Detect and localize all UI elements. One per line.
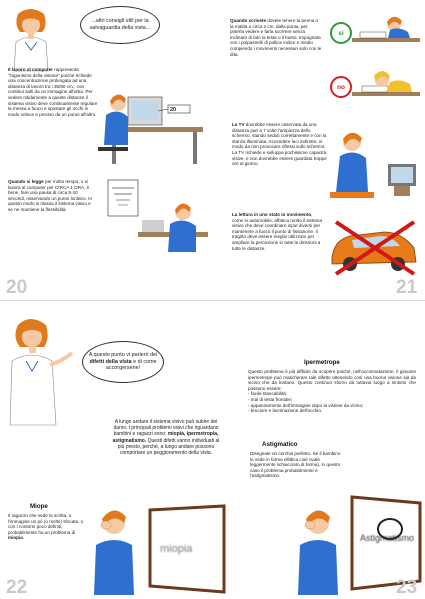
tv-watching-illustration bbox=[330, 112, 420, 204]
badge-si-label: sì bbox=[338, 29, 344, 37]
doctor-pointing-illustration bbox=[0, 315, 80, 425]
astig-title: Astigmatico bbox=[262, 441, 298, 448]
para-tv bbox=[232, 122, 330, 167]
writing-wrong-illustration bbox=[352, 62, 420, 104]
para-motion bbox=[232, 212, 324, 251]
badge-no-label: no bbox=[337, 83, 345, 91]
para-tv-title: La TV bbox=[232, 122, 245, 127]
car-crossed-illustration bbox=[328, 218, 420, 278]
page-number-left-bottom: 22 bbox=[6, 577, 28, 598]
bubble-text: ...altri consigli utili per la salvaguardia della vista... bbox=[89, 18, 151, 31]
astig-body: Disegnate un cerchio perfetto. Se il bambino lo vede in forma ellittica cioè ovale leggermente schiacciato di forma), in questo caso il problema probabilmente è l'astigmatismo. bbox=[250, 451, 341, 479]
para-reading-body: per molto tempo, o si lavora al computer per CIRCA 1 ORA, è bene, fare una pausa di circa 5-10 secondi, osservando un punto lontano. In questo modo si rilassa il sistema visivo e se ne mantiene la flessibilità. bbox=[8, 179, 93, 212]
page-number-right: 21 bbox=[396, 277, 418, 298]
para-computer bbox=[8, 67, 98, 117]
astig-text bbox=[250, 451, 342, 479]
iper-body: Questo problema è più difficile da scoprire poiché, nell'accomodazione, il giovane ipermetrope può mascherare tale difetto ottenendo così una buona visione sia da vicino che da lontano. Questo continuo sforzo dà tuttavia luogo a sintomi che possono essere: bbox=[248, 369, 416, 391]
miopia-text: Il ragazzo che vede la scritta, o l'immagine un pò (o molto) sfocata, o con i contorni poco definiti, probabilmente ha un problema di miopia. bbox=[8, 513, 84, 541]
para-motion-title: La lettura in uno stato in movimento bbox=[232, 212, 312, 217]
spread-top bbox=[0, 0, 425, 299]
page-number-right-bottom: 23 bbox=[396, 577, 418, 598]
para-tv-body: dovrebbe essere osservata da una distanza pari a 7 volte l'ampiezza dello schermo, stando seduti correttamente e con la stanza illuminata. Accendere luci indirette, in modo da non provocare riflessi sullo schermo. La TV richiede e sviluppa pochissime capacità visive, e non dovrebbe essere guardata troppe ore al giorno. bbox=[232, 122, 327, 167]
iper-text bbox=[248, 369, 416, 414]
para-computer-body: rappresenta "l'agonismo della visione" poiché richiede una concentrazione prolungata ad una distanza di lavoro tra i 35/80 cm., con continui salti da un immagine all'altra. Per vedere nitidamente a queste distanze il sistema visivo deve continuamente regolare la messa a fuoco e spostare gli occhi in modo veloce e preciso da un punto all'altro. bbox=[8, 67, 98, 117]
spread-bottom bbox=[0, 300, 425, 599]
writing-correct-illustration bbox=[352, 14, 420, 50]
badge-no bbox=[330, 76, 352, 98]
speech-bubble-defects bbox=[82, 341, 164, 383]
astig-board-text: Astigmatismo bbox=[360, 533, 415, 543]
boy-covering-eye-illustration-left bbox=[86, 501, 142, 595]
doctor-illustration bbox=[0, 6, 60, 71]
badge-si bbox=[330, 22, 352, 44]
speech-bubble bbox=[80, 6, 160, 44]
iper-symptom-3: - appannamento dell'immagine dopo la visione da vicino; bbox=[248, 402, 364, 408]
para-reading-title: Quando si legge bbox=[8, 179, 44, 184]
iper-symptom-1: - facile stancabilità; bbox=[248, 391, 288, 397]
iper-title: Ipermetrope bbox=[304, 359, 340, 366]
computer-desk-illustration bbox=[98, 75, 208, 170]
miopia-title: Miope bbox=[30, 503, 48, 510]
para-writing-body: dovete tenere la penna o la matita a circa 2 cm. dalla punta, per poterla vedere e farla scorrere senza inclinare di lato la testa o il busto. Impugnata con i polpastrelli di pollice indice e medio compiendo i movimenti necessari solo con le dita. bbox=[230, 18, 322, 57]
iper-symptom-4: - bruciore e lacrimazione dell'occhio. bbox=[248, 408, 323, 414]
para-writing bbox=[230, 18, 322, 57]
reading-illustration bbox=[108, 172, 218, 260]
astig-board bbox=[350, 497, 422, 589]
para-motion-body: , come in automobile, affatica molto il sistema visivo che deve coordinare input diversi per mantenere a fuoco il punto di fissazione. Il tragitto deve essere meglio utilizzato per ampliare la percezione in tutte le direzioni a tutte le distanze. bbox=[232, 212, 323, 251]
iper-symptom-2: - mal di testa frontale; bbox=[248, 396, 293, 402]
intro-paragraph: A lungo andare il sistema visivo può subire dei danni. I principali problemi visivi che riguardano bambini e ragazzi sono: miopia, ipermetropia, astigmatismo. Questi difetti vanno individuati al più presto, perché, a lungo andare possono comportare un peggioramento della vista. bbox=[112, 419, 220, 457]
para-writing-title: Quando scrivete bbox=[230, 18, 266, 23]
bubble-defects-text: A questo punto vi parlerò dei difetti della vista e di come accorgersene! bbox=[88, 352, 158, 372]
boy-covering-eye-illustration-right bbox=[290, 501, 346, 595]
miopia-board-text: miopia bbox=[160, 543, 193, 555]
para-reading bbox=[8, 179, 96, 213]
page-number-left: 20 bbox=[6, 277, 28, 298]
para-computer-title: Il lavoro al computer bbox=[8, 67, 53, 72]
monitor-distance-label: 20 bbox=[170, 107, 177, 113]
